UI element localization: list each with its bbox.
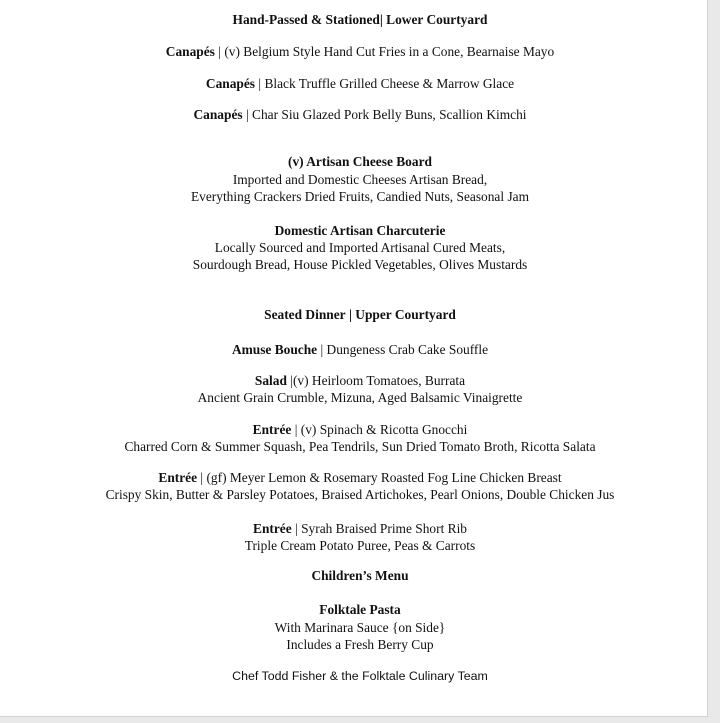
- canape-label: Canapés: [165, 44, 215, 59]
- lower-heading-title: Hand-Passed & Stationed: [232, 12, 380, 27]
- canape-description: Black Truffle Grilled Cheese & Marrow Glace: [264, 76, 515, 91]
- course-label: Salad: [254, 373, 287, 388]
- course-label: Entrée: [252, 422, 292, 437]
- lower-heading-place: Lower Courtyard: [386, 12, 488, 27]
- separator: |: [290, 373, 293, 388]
- salad-line: [0, 372, 720, 389]
- entree-chicken-line: [0, 469, 720, 486]
- course-label: Amuse Bouche: [231, 342, 318, 357]
- folktale-pasta-title: Folktale Pasta: [319, 602, 401, 617]
- separator: |: [218, 44, 221, 59]
- entree-gnocchi-line: [0, 421, 720, 438]
- page-edge-right: [707, 0, 720, 723]
- canape-fries-line: [0, 43, 720, 60]
- amuse-bouche-line: [0, 341, 720, 358]
- separator: |: [294, 422, 298, 437]
- lower-heading-separator: |: [379, 12, 383, 27]
- separator: |: [320, 342, 324, 357]
- lower-courtyard-heading: [0, 11, 720, 28]
- canape-description: Char Siu Glazed Pork Belly Buns, Scallion Kimchi: [252, 107, 527, 122]
- cheese-board-line-2: Everything Crackers Dried Fruits, Candied Nuts, Seasonal Jam: [190, 189, 530, 204]
- canape-label: Canapés: [205, 76, 256, 91]
- upper-heading-title: Seated Dinner: [264, 307, 346, 322]
- charcuterie-line-1: Locally Sourced and Imported Artisanal Cured Meats,: [214, 240, 506, 255]
- salad-line-2: Ancient Grain Crumble, Mizuna, Aged Balsamic Vinaigrette: [197, 390, 523, 405]
- canape-label: Canapés: [193, 107, 243, 122]
- page-edge-bottom: [0, 716, 708, 723]
- course-label: Entrée: [253, 521, 292, 536]
- cheese-board-title: (v) Artisan Cheese Board: [288, 154, 432, 169]
- upper-heading-place: Upper Courtyard: [355, 307, 456, 322]
- charcuterie-line-2: Sourdough Bread, House Pickled Vegetables, Olives Mustards: [192, 257, 528, 272]
- course-description: Syrah Braised Prime Short Rib: [301, 521, 467, 536]
- separator: |: [295, 521, 298, 536]
- course-description: (v) Heirloom Tomatoes, Burrata: [292, 373, 466, 388]
- entree-gnocchi-line-2: Charred Corn & Summer Squash, Pea Tendrils, Sun Dried Tomato Broth, Ricotta Salata: [124, 439, 596, 454]
- childrens-menu-heading: Children’s Menu: [311, 568, 409, 583]
- cheese-board-line-1: Imported and Domestic Cheeses Artisan Bread,: [232, 172, 488, 187]
- entree-short-rib-line-2: Triple Cream Potato Puree, Peas & Carrots: [244, 538, 476, 553]
- course-description: (gf) Meyer Lemon & Rosemary Roasted Fog Line Chicken Breast: [206, 470, 562, 485]
- entree-chicken-line-2: Crispy Skin, Butter & Parsley Potatoes, Braised Artichokes, Pearl Onions, Double Chicken Jus: [105, 487, 615, 502]
- chef-credit: Chef Todd Fisher & the Folktale Culinary Team: [232, 669, 488, 683]
- upper-heading-separator: |: [348, 307, 352, 322]
- separator: |: [245, 107, 249, 122]
- separator: |: [258, 76, 262, 91]
- charcuterie-title: Domestic Artisan Charcuterie: [274, 223, 446, 238]
- course-description: (v) Spinach & Ricotta Gnocchi: [300, 422, 468, 437]
- entree-short-rib-line: [0, 520, 720, 537]
- folktale-pasta-line-1: With Marinara Sauce {on Side}: [274, 620, 446, 635]
- canape-description: (v) Belgium Style Hand Cut Fries in a Cone, Bearnaise Mayo: [224, 44, 555, 59]
- course-label: Entrée: [158, 470, 198, 485]
- upper-courtyard-heading: [0, 306, 720, 323]
- separator: |: [200, 470, 204, 485]
- canape-pork-belly-line: [0, 106, 720, 123]
- course-description: Dungeness Crab Cake Souffle: [326, 342, 489, 357]
- folktale-pasta-line-2: Includes a Fresh Berry Cup: [286, 637, 434, 652]
- canape-grilled-cheese-line: [0, 75, 720, 92]
